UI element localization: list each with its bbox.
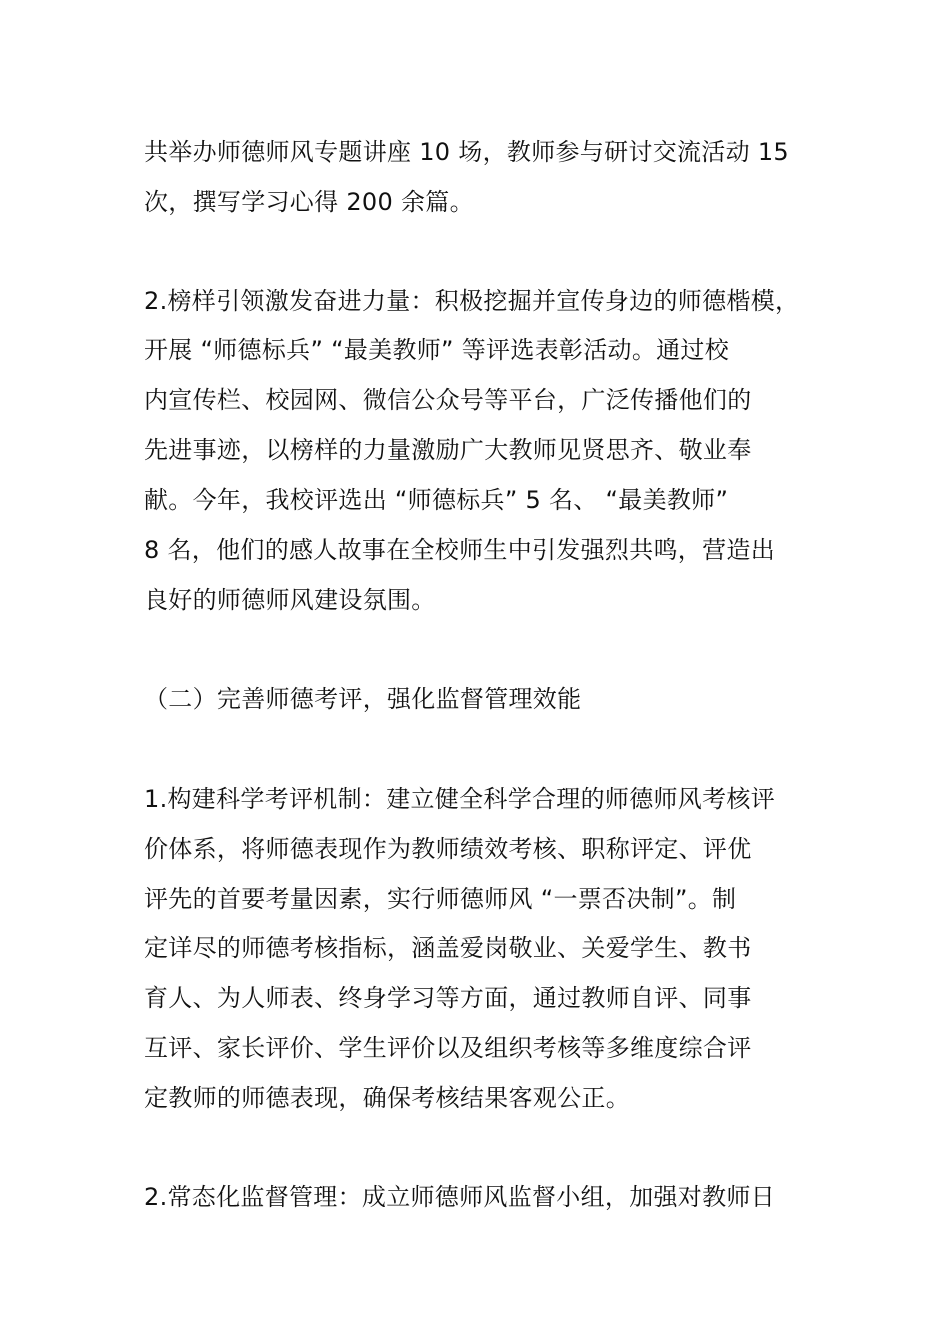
paragraph-3-line-4: 定详尽的师德考核指标，涵盖爱岗敬业、关爱学生、教书 bbox=[144, 934, 752, 962]
paragraph-3-line-7: 定教师的师德表现，确保考核结果客观公正。 bbox=[144, 1084, 630, 1112]
paragraph-3-line-2: 价体系，将师德表现作为教师绩效考核、职称评定、评优 bbox=[144, 835, 752, 863]
paragraph-4-line-1: 2.常态化监督管理：成立师德师风监督小组，加强对教师日 bbox=[144, 1183, 775, 1211]
paragraph-2-line-4: 先进事迹，以榜样的力量激励广大教师见贤思齐、敬业奉 bbox=[144, 436, 752, 464]
paragraph-2-line-2: 开展 “师德标兵” “最美教师” 等评选表彰活动。通过校 bbox=[144, 336, 730, 364]
section-heading: （二）完善师德考评，强化监督管理效能 bbox=[144, 685, 582, 713]
paragraph-2-line-7: 良好的师德师风建设氛围。 bbox=[144, 586, 436, 614]
paragraph-3-line-5: 育人、为人师表、终身学习等方面，通过教师自评、同事 bbox=[144, 984, 752, 1012]
paragraph-2-line-6: 8 名，他们的感人故事在全校师生中引发强烈共鸣，营造出 bbox=[144, 536, 775, 564]
paragraph-2-line-1: 2.榜样引领激发奋进力量：积极挖掘并宣传身边的师德楷模， bbox=[144, 287, 800, 315]
paragraph-2-line-5: 献。今年，我校评选出 “师德标兵” 5 名、 “最美教师” bbox=[144, 486, 729, 514]
paragraph-3-line-6: 互评、家长评价、学生评价以及组织考核等多维度综合评 bbox=[144, 1034, 752, 1062]
paragraph-3-line-1: 1.构建科学考评机制：建立健全科学合理的师德师风考核评 bbox=[144, 785, 775, 813]
paragraph-1-line-2: 次，撰写学习心得 200 余篇。 bbox=[144, 188, 474, 216]
paragraph-3-line-3: 评先的首要考量因素，实行师德师风 “一票否决制”。制 bbox=[144, 885, 737, 913]
paragraph-2-line-3: 内宣传栏、校园网、微信公众号等平台，广泛传播他们的 bbox=[144, 386, 752, 414]
paragraph-1-line-1: 共举办师德师风专题讲座 10 场，教师参与研讨交流活动 15 bbox=[144, 138, 789, 166]
